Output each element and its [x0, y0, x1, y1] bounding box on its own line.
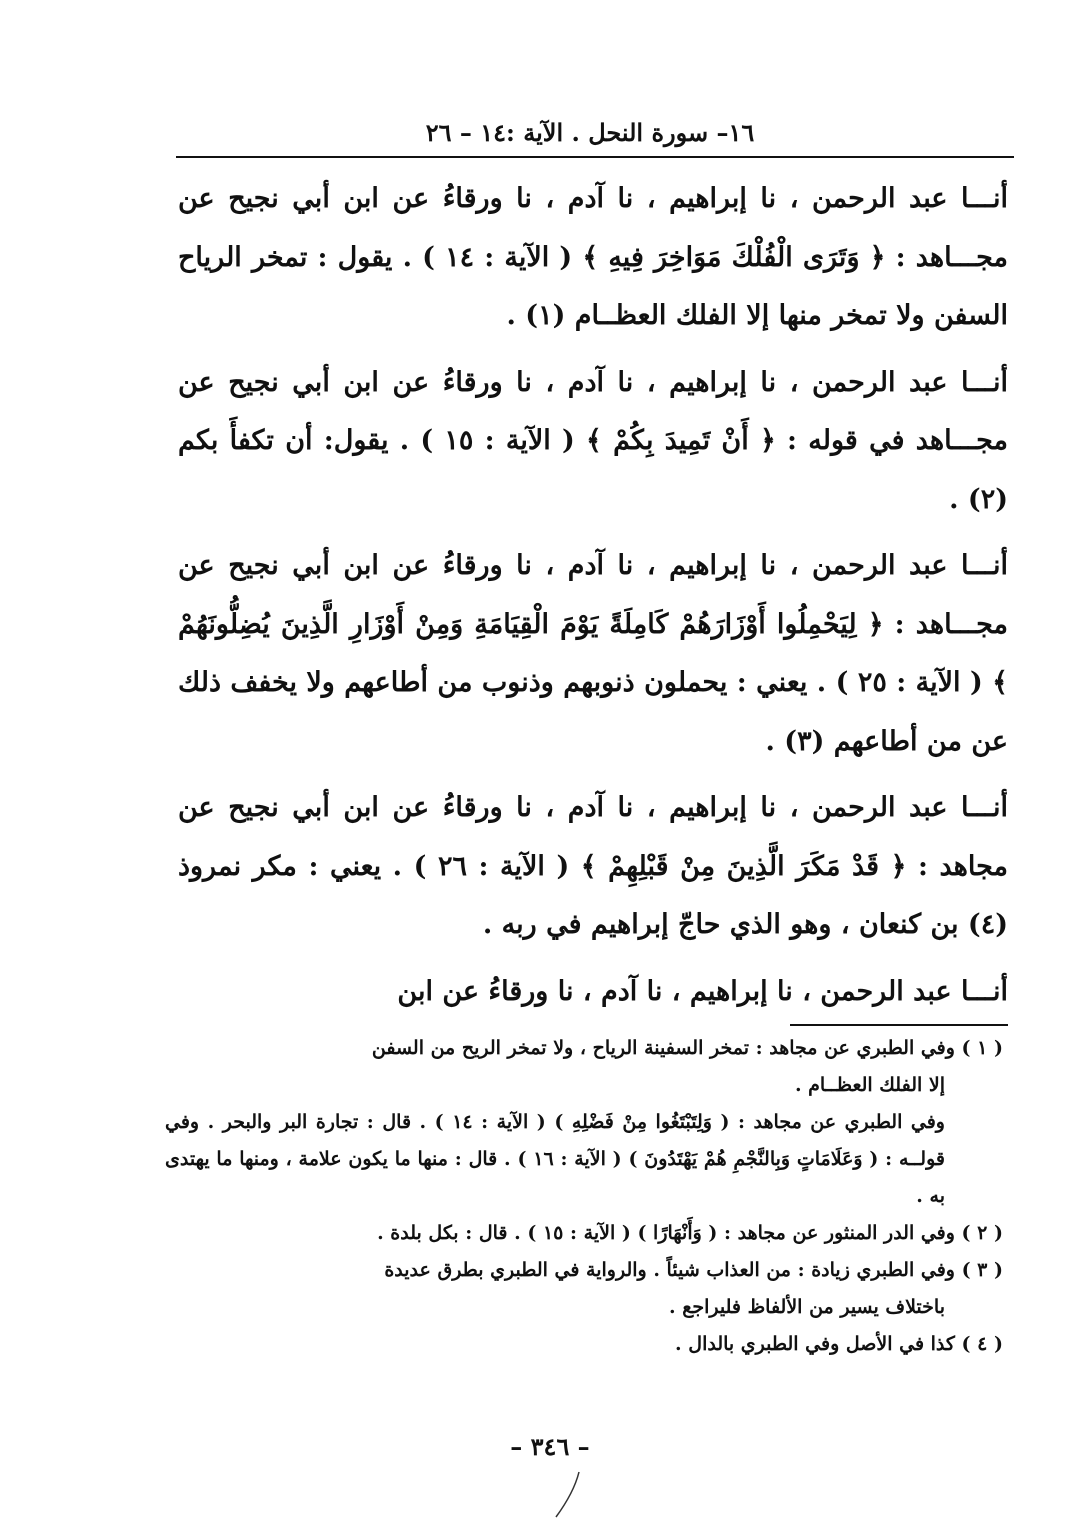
paragraph-5: أنـــا عبد الرحمن ، نا إبراهيم ، نا آدم ، نا ورقاءُ عن ابن — [397, 975, 1008, 1007]
footnote-1-line-2: إلا الفلك العظــام . — [794, 1074, 945, 1096]
footnote-1-continuation: وفي الطبري عن مجاهد : ( وَلِتَبْتَغُوا مِنْ فَضْلِهِ ) ( الآية : ١٤ ) . قال : تجارة البر والبحر . وفي قولــه : ( وَعَلَامَاتٍ وَبِالنَّجْمِ هُمْ يَهْتَدُونَ ) ( الآية : ١٦ ) . قال : منها ما يكون علامة ، ومنها ما يهتدى به . — [165, 1111, 945, 1207]
paragraph-3: أنـــا عبد الرحمن ، نا إبراهيم ، نا آدم ، نا ورقاءُ عن ابن أبي نجيح عن مجـــاهد : ﴿ لِيَحْمِلُوا أَوْزَارَهُمْ كَامِلَةً يَوْمَ الْقِيَامَةِ وَمِنْ أَوْزَارِ الَّذِينَ يُضِلُّونَهُمْ ﴾ ( الآية : ٢٥ ) . يعني : يحملون ذنوبهم وذنوب من أطاعهم ولا يخفف ذلك عن من أطاعهم (٣) . — [178, 550, 1008, 757]
footnote-2: ( ٢ ) وفي الدر المنثور عن مجاهد : ( وَأَنْهَارًا ) ( الآية : ١٥ ) . قال : بكل بلدة . — [377, 1222, 1003, 1244]
paragraph-1: أنـــا عبد الرحمن ، نا إبراهيم ، نا آدم ، نا ورقاءُ عن ابن أبي نجيح عن مجـــاهد : ﴿ وَتَرَى الْفُلْكَ مَوَاخِرَ فِيهِ ﴾ ( الآية : ١٤ ) . يقول : تمخر الرياح السفن ولا تمخر منها إلا الفلك العظــام (١) . — [178, 183, 1009, 331]
running-header: ١٦– سورة النحل . الآية :١٤ – ٢٦ — [425, 118, 755, 147]
footnote-4: ( ٤ ) كذا في الأصل وفي الطبري بالدال . — [675, 1333, 1003, 1355]
page-number: – ٣٤٦ – — [510, 1432, 590, 1461]
header-rule — [176, 156, 1014, 158]
footnote-3-line-2: باختلاف يسير من الألفاظ فليراجع . — [669, 1296, 945, 1318]
paragraph-2: أنـــا عبد الرحمن ، نا إبراهيم ، نا آدم ، نا ورقاءُ عن ابن أبي نجيح عن مجـــاهد في قوله : ﴿ أَنْ تَمِيدَ بِكُمْ ﴾ ( الآية : ١٥ ) . يقول: أن تكفأَ بكم (٢) . — [178, 366, 1008, 515]
paragraph-4: أنـــا عبد الرحمن ، نا إبراهيم ، نا آدم ، نا ورقاءُ عن ابن أبي نجيح عن مجاهد : ﴿ قَدْ مَكَرَ الَّذِينَ مِنْ قَبْلِهِمْ ﴾ ( الآية : ٢٦ ) . يعني : مكر نمروذ (٤) بن كنعان ، وهو الذي حاجّ إبراهيم في ربه . — [178, 792, 1008, 940]
footnote-separator — [790, 1024, 1008, 1026]
footnotes — [165, 1030, 1003, 1363]
footnote-1-line-1: ( ١ ) وفي الطبري عن مجاهد : تمخر السفينة الرياح ، ولا تمخر الريح من السفن — [371, 1037, 1003, 1059]
body-text — [178, 170, 1008, 1021]
footnote-3-line-1: ( ٣ ) وفي الطبري زيادة : من العذاب شيئاً . والرواية في الطبري بطرق عديدة — [384, 1259, 1003, 1281]
pen-stroke-mark — [553, 1470, 583, 1520]
